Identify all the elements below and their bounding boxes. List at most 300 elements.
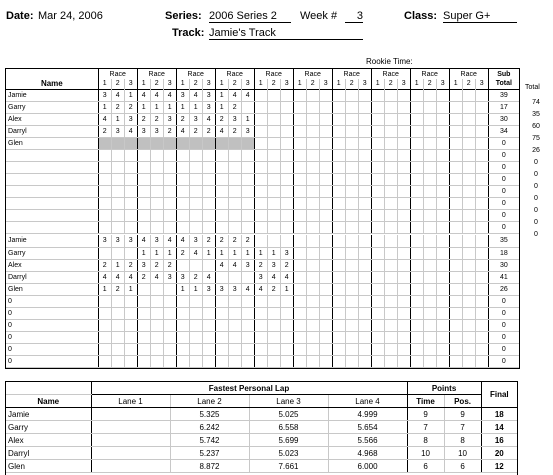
race-lane-cell xyxy=(345,149,358,161)
class-label: Class: xyxy=(404,10,438,22)
race-lane-cell xyxy=(267,307,280,319)
lane-number: 3 xyxy=(241,79,254,89)
sub-total-cell: 0 xyxy=(488,319,519,331)
race-lane-cell xyxy=(332,283,345,295)
sub-total-cell: 0 xyxy=(488,149,519,161)
race-lane-cell xyxy=(150,173,163,185)
race-lane-cell xyxy=(150,295,163,307)
race-lane-cell xyxy=(462,343,475,355)
race-lane-cell xyxy=(397,101,410,113)
racer-name xyxy=(6,185,98,197)
race-lane-cell xyxy=(358,185,371,197)
lane-1-header: Lane 1 xyxy=(91,395,170,408)
racer-name xyxy=(6,221,98,233)
race-lane-cell xyxy=(293,307,306,319)
race-lane-cell: 3 xyxy=(189,235,202,247)
race-lane-cell xyxy=(267,197,280,209)
race-lane-cell xyxy=(163,209,176,221)
race-lane-cell xyxy=(358,89,371,101)
race-lane-cell xyxy=(241,307,254,319)
race-lane-cell xyxy=(176,149,189,161)
race-lane-cell xyxy=(384,307,397,319)
pos-header: Pos. xyxy=(444,395,481,408)
race-lane-cell xyxy=(280,161,293,173)
sub-total-cell: 26 xyxy=(488,283,519,295)
race-lane-cell xyxy=(371,331,384,343)
race-lane-cell xyxy=(371,343,384,355)
race-lane-cell xyxy=(267,89,280,101)
race-lane-cell xyxy=(436,221,449,233)
race-lane-cell xyxy=(306,101,319,113)
race-lane-cell xyxy=(423,113,436,125)
racer-name xyxy=(6,173,98,185)
race-lane-cell xyxy=(436,101,449,113)
sub-total-cell: 0 xyxy=(488,355,519,367)
track-value: Jamie's Track xyxy=(209,27,363,40)
race-lane-cell xyxy=(293,149,306,161)
race-header: Race xyxy=(176,69,215,79)
race-lane-cell xyxy=(345,355,358,367)
lane-number: 2 xyxy=(306,79,319,89)
race-lane-cell xyxy=(462,197,475,209)
race-lane-cell xyxy=(319,125,332,137)
lane-number: 2 xyxy=(189,79,202,89)
lane-number: 2 xyxy=(423,79,436,89)
racer-name: Darryl xyxy=(6,125,98,137)
race-lane-cell: 1 xyxy=(150,247,163,259)
lap-time-cell: 6.558 xyxy=(249,421,328,434)
race-lane-cell xyxy=(462,331,475,343)
race-lane-cell xyxy=(293,283,306,295)
lap-row xyxy=(6,447,517,460)
race-lane-cell: 1 xyxy=(267,247,280,259)
race-lane-cell xyxy=(215,197,228,209)
race-lane-cell: 2 xyxy=(202,235,215,247)
race-lane-cell xyxy=(332,319,345,331)
race-lane-cell xyxy=(475,209,488,221)
race-lane-cell xyxy=(345,343,358,355)
race-lane-cell xyxy=(358,125,371,137)
race-lane-cell xyxy=(423,149,436,161)
sub-total-cell: 34 xyxy=(488,125,519,137)
race-lane-cell xyxy=(111,331,124,343)
sub-total-cell: 0 xyxy=(488,331,519,343)
race-header: Race xyxy=(293,69,332,79)
race-lane-cell: 3 xyxy=(163,271,176,283)
race-lane-cell xyxy=(293,137,306,149)
race-lane-cell xyxy=(345,331,358,343)
race-lane-cell xyxy=(137,149,150,161)
race-lane-cell xyxy=(124,355,137,367)
race-lane-cell xyxy=(410,355,423,367)
race-lane-cell xyxy=(319,209,332,221)
race-lane-cell xyxy=(228,185,241,197)
race-lane-cell xyxy=(371,161,384,173)
race-lane-cell xyxy=(202,259,215,271)
race-lane-cell xyxy=(449,197,462,209)
race-lane-cell xyxy=(163,161,176,173)
lane-number: 2 xyxy=(111,79,124,89)
race-lane-cell xyxy=(241,355,254,367)
race-lane-cell xyxy=(267,235,280,247)
race-lane-cell xyxy=(358,307,371,319)
race-lane-cell xyxy=(436,295,449,307)
racer-name: Alex xyxy=(6,113,98,125)
race-lane-cell: 1 xyxy=(202,247,215,259)
race-lane-cell xyxy=(176,355,189,367)
racer-name: 0 xyxy=(6,295,98,307)
lap-row xyxy=(6,460,517,473)
race-lane-cell xyxy=(163,295,176,307)
race-lane-cell xyxy=(319,283,332,295)
race-lane-cell xyxy=(397,319,410,331)
race-lane-cell: 4 xyxy=(215,125,228,137)
race-lane-cell xyxy=(332,125,345,137)
race-lane-cell xyxy=(345,319,358,331)
race-lane-cell xyxy=(254,307,267,319)
pos-points-cell: 6 xyxy=(444,460,481,473)
race-lane-cell: 3 xyxy=(137,259,150,271)
race-lane-cell xyxy=(150,185,163,197)
race-lane-cell xyxy=(202,197,215,209)
pos-points-cell: 10 xyxy=(444,447,481,460)
race-lane-cell xyxy=(475,271,488,283)
race-lane-cell xyxy=(462,125,475,137)
race-lane-cell xyxy=(254,343,267,355)
race-lane-cell xyxy=(124,185,137,197)
grand-total-cell: 74 xyxy=(532,99,540,106)
race-lane-cell xyxy=(371,185,384,197)
race-lane-cell xyxy=(189,149,202,161)
race-lane-cell xyxy=(254,355,267,367)
race-lane-cell: 3 xyxy=(280,247,293,259)
racer-name xyxy=(6,209,98,221)
race-lane-cell xyxy=(423,161,436,173)
race-lane-cell xyxy=(423,125,436,137)
race-lane-cell: 2 xyxy=(228,125,241,137)
race-lane-cell xyxy=(176,209,189,221)
race-lane-cell xyxy=(98,197,111,209)
race-lane-cell xyxy=(241,209,254,221)
race-lane-cell xyxy=(176,173,189,185)
race-lane-cell xyxy=(98,185,111,197)
race-lane-cell xyxy=(397,271,410,283)
race-lane-cell xyxy=(176,295,189,307)
race-lane-cell xyxy=(332,307,345,319)
race-lane-cell xyxy=(358,343,371,355)
race-lane-cell xyxy=(397,259,410,271)
race-lane-cell: 3 xyxy=(176,271,189,283)
race-lane-cell xyxy=(410,209,423,221)
lane-number: 1 xyxy=(293,79,306,89)
race-lane-cell xyxy=(202,149,215,161)
race-lane-cell xyxy=(371,271,384,283)
race-lane-cell xyxy=(345,247,358,259)
race-lane-cell xyxy=(254,161,267,173)
race-lane-cell xyxy=(254,331,267,343)
race-lane-cell xyxy=(475,331,488,343)
lane-2-header: Lane 2 xyxy=(170,395,249,408)
race-lane-cell xyxy=(475,343,488,355)
lane-number: 2 xyxy=(228,79,241,89)
racer-name: Garry xyxy=(6,247,98,259)
race-lane-cell: 1 xyxy=(98,101,111,113)
race-lane-cell xyxy=(98,355,111,367)
race-lane-cell xyxy=(293,355,306,367)
race-lane-cell: 1 xyxy=(163,247,176,259)
grand-total-cell: 0 xyxy=(534,231,538,238)
class-value: Super G+ xyxy=(443,10,517,23)
race-lane-cell: 1 xyxy=(215,89,228,101)
racer-name: 0 xyxy=(6,331,98,343)
race-lane-cell xyxy=(189,355,202,367)
race-lane-cell xyxy=(371,259,384,271)
race-lane-cell xyxy=(449,343,462,355)
race-lane-cell xyxy=(462,137,475,149)
racer-name: Alex xyxy=(6,259,98,271)
race-lane-cell: 1 xyxy=(98,283,111,295)
sub-total-cell: 35 xyxy=(488,235,519,247)
race-lane-cell: 2 xyxy=(124,101,137,113)
race-lane-cell xyxy=(137,343,150,355)
race-lane-cell: 2 xyxy=(163,125,176,137)
race-lane-cell xyxy=(228,209,241,221)
race-lane-cell xyxy=(397,343,410,355)
race-lane-cell xyxy=(215,331,228,343)
race-lane-cell xyxy=(423,355,436,367)
race-lane-cell xyxy=(410,113,423,125)
race-lane-cell xyxy=(358,149,371,161)
lane-number: 3 xyxy=(475,79,488,89)
sub-total-cell: 0 xyxy=(488,343,519,355)
race-lane-cell xyxy=(306,319,319,331)
race-lane-cell xyxy=(98,247,111,259)
race-lane-cell xyxy=(397,125,410,137)
race-lane-cell xyxy=(384,295,397,307)
race-lane-cell xyxy=(384,247,397,259)
race-lane-cell: 4 xyxy=(241,89,254,101)
race-lane-cell xyxy=(215,307,228,319)
race-lane-cell xyxy=(202,209,215,221)
race-lane-cell xyxy=(462,113,475,125)
grand-total-cell: 0 xyxy=(534,183,538,190)
race-lane-cell: 3 xyxy=(150,235,163,247)
race-lane-cell xyxy=(423,137,436,149)
race-lane-cell xyxy=(384,125,397,137)
race-lane-cell xyxy=(449,185,462,197)
race-lane-cell xyxy=(319,355,332,367)
race-lane-cell xyxy=(267,101,280,113)
race-lane-cell: 3 xyxy=(124,113,137,125)
race-lane-cell xyxy=(124,247,137,259)
race-lane-cell xyxy=(384,101,397,113)
race-lane-cell xyxy=(436,271,449,283)
race-lane-cell xyxy=(163,307,176,319)
race-lane-cell xyxy=(475,235,488,247)
race-lane-cell xyxy=(254,173,267,185)
race-lane-cell: 1 xyxy=(189,283,202,295)
race-lane-cell xyxy=(280,197,293,209)
race-lane-cell xyxy=(202,319,215,331)
race-lane-cell xyxy=(189,173,202,185)
race-lane-cell xyxy=(397,173,410,185)
race-lane-cell xyxy=(254,221,267,233)
race-lane-cell xyxy=(215,343,228,355)
race-lane-cell xyxy=(241,295,254,307)
race-lane-cell xyxy=(306,89,319,101)
race-lane-cell xyxy=(202,137,215,149)
lap-time-cell xyxy=(91,408,170,421)
lap-time-cell: 5.654 xyxy=(328,421,407,434)
race-lane-cell xyxy=(293,343,306,355)
lane-number: 1 xyxy=(371,79,384,89)
race-lane-cell xyxy=(436,247,449,259)
racer-name: 0 xyxy=(6,355,98,367)
race-lane-cell xyxy=(306,161,319,173)
lane-number: 2 xyxy=(384,79,397,89)
race-lane-cell: 2 xyxy=(111,283,124,295)
race-lane-cell xyxy=(371,101,384,113)
race-lane-cell xyxy=(137,283,150,295)
final-points-cell: 20 xyxy=(481,447,517,460)
race-lane-cell xyxy=(384,197,397,209)
race-lane-cell: 4 xyxy=(98,271,111,283)
race-lane-cell xyxy=(228,331,241,343)
race-lane-cell xyxy=(345,235,358,247)
race-lane-cell: 3 xyxy=(202,89,215,101)
race-lane-cell xyxy=(358,331,371,343)
race-lane-cell xyxy=(241,101,254,113)
race-lane-cell xyxy=(397,247,410,259)
sub-total-cell: 41 xyxy=(488,271,519,283)
race-lane-cell xyxy=(228,221,241,233)
race-lane-cell xyxy=(111,173,124,185)
race-lane-cell xyxy=(267,355,280,367)
race-lane-cell xyxy=(449,331,462,343)
race-lane-cell xyxy=(436,331,449,343)
lap-racer-name: Darryl xyxy=(6,447,91,460)
race-lane-cell xyxy=(358,173,371,185)
race-lane-cell xyxy=(111,343,124,355)
sub-total-cell: 0 xyxy=(488,209,519,221)
race-lane-cell: 2 xyxy=(241,235,254,247)
race-lane-cell: 4 xyxy=(98,113,111,125)
race-lane-cell xyxy=(280,137,293,149)
race-lane-cell xyxy=(358,319,371,331)
lap-row xyxy=(6,421,517,434)
lap-time-cell: 5.566 xyxy=(328,434,407,447)
race-lane-cell xyxy=(332,101,345,113)
race-lane-cell xyxy=(319,331,332,343)
race-lane-cell xyxy=(462,161,475,173)
race-lane-cell xyxy=(306,125,319,137)
race-lane-cell xyxy=(137,161,150,173)
race-lane-cell xyxy=(124,343,137,355)
race-lane-cell xyxy=(254,101,267,113)
race-lane-cell xyxy=(150,355,163,367)
race-lane-cell xyxy=(384,209,397,221)
lap-time-cell: 8.872 xyxy=(170,460,249,473)
race-lane-cell: 3 xyxy=(150,125,163,137)
race-lane-cell xyxy=(449,259,462,271)
race-lane-cell xyxy=(306,295,319,307)
race-lane-cell xyxy=(462,185,475,197)
race-lane-cell: 3 xyxy=(98,89,111,101)
lap-time-cell: 5.023 xyxy=(249,447,328,460)
race-lane-cell xyxy=(215,209,228,221)
race-lane-cell: 4 xyxy=(111,271,124,283)
race-lane-cell xyxy=(306,113,319,125)
race-lane-cell xyxy=(306,355,319,367)
race-lane-cell xyxy=(436,283,449,295)
race-lane-cell xyxy=(397,235,410,247)
race-lane-cell: 3 xyxy=(241,259,254,271)
sub-total-cell: 30 xyxy=(488,113,519,125)
race-lane-cell xyxy=(163,355,176,367)
race-lane-cell xyxy=(397,197,410,209)
race-lane-cell xyxy=(384,89,397,101)
race-lane-cell xyxy=(241,173,254,185)
race-lane-cell xyxy=(215,149,228,161)
race-lane-cell xyxy=(319,185,332,197)
lane-number: 2 xyxy=(267,79,280,89)
lane-3-header: Lane 3 xyxy=(249,395,328,408)
race-lane-cell xyxy=(449,125,462,137)
race-lane-cell xyxy=(397,113,410,125)
race-lane-cell xyxy=(410,283,423,295)
race-lane-cell xyxy=(202,355,215,367)
race-lane-cell: 2 xyxy=(189,271,202,283)
race-lane-cell xyxy=(254,319,267,331)
race-header: Race xyxy=(410,69,449,79)
race-lane-cell: 2 xyxy=(150,259,163,271)
final-points-cell: 18 xyxy=(481,408,517,421)
race-lane-cell xyxy=(410,185,423,197)
race-lane-cell xyxy=(280,89,293,101)
race-lane-cell xyxy=(306,197,319,209)
race-lane-cell xyxy=(280,125,293,137)
race-lane-cell xyxy=(371,209,384,221)
race-lane-cell xyxy=(397,331,410,343)
race-lane-cell xyxy=(449,113,462,125)
race-lane-cell xyxy=(150,307,163,319)
race-lane-cell xyxy=(371,307,384,319)
race-lane-cell: 2 xyxy=(98,125,111,137)
race-lane-cell xyxy=(449,355,462,367)
race-lane-cell xyxy=(202,343,215,355)
race-lane-cell xyxy=(319,259,332,271)
race-lane-cell xyxy=(293,331,306,343)
race-lane-cell xyxy=(384,319,397,331)
lap-time-cell: 5.325 xyxy=(170,408,249,421)
race-lane-cell xyxy=(423,209,436,221)
race-lane-cell xyxy=(111,307,124,319)
race-lane-cell xyxy=(475,173,488,185)
race-lane-cell xyxy=(202,185,215,197)
race-lane-cell xyxy=(423,185,436,197)
race-lane-cell xyxy=(189,343,202,355)
race-lane-cell xyxy=(228,271,241,283)
race-lane-cell xyxy=(111,319,124,331)
race-lane-cell: 3 xyxy=(267,259,280,271)
race-lane-cell xyxy=(475,295,488,307)
lane-number: 1 xyxy=(98,79,111,89)
race-lane-cell: 2 xyxy=(189,125,202,137)
race-lane-cell xyxy=(436,197,449,209)
race-lane-cell xyxy=(436,149,449,161)
race-lane-cell xyxy=(150,343,163,355)
race-lane-cell xyxy=(137,331,150,343)
